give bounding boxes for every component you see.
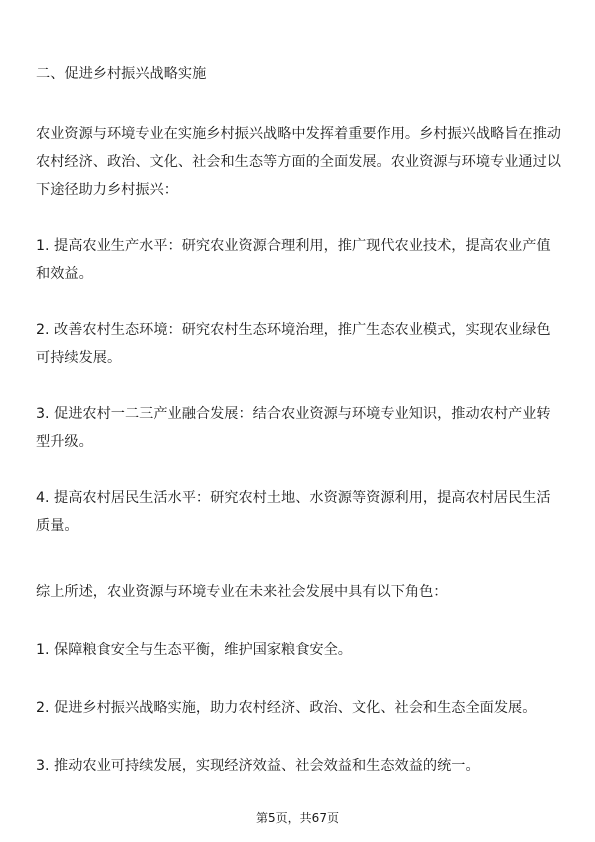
page-number: 第5页，共67页 (256, 811, 339, 825)
list-item: 2. 促进乡村振兴战略实施，助力农村经济、政治、文化、社会和生态全面发展。 (36, 700, 537, 716)
list-item: 1. 提高农业生产水平：研究农业资源合理利用，推广现代农业技术，提高农业产值和效益。 (36, 238, 551, 282)
list-item: 3. 推动农业可持续发展，实现经济效益、社会效益和生态效益的统一。 (36, 758, 480, 774)
list-item: 4. 提高农村居民生活水平：研究农村土地、水资源等资源利用，提高农村居民生活质量。 (36, 490, 551, 534)
section-heading: 二、促进乡村振兴战略实施 (36, 66, 207, 82)
list-item: 1. 保障粮食安全与生态平衡，维护国家粮食安全。 (36, 642, 352, 658)
summary-paragraph: 综上所述，农业资源与环境专业在未来社会发展中具有以下角色： (36, 584, 448, 600)
list-item: 3. 促进农村一二三产业融合发展：结合农业资源与环境专业知识，推动农村产业转型升级。 (36, 406, 551, 450)
intro-paragraph: 农业资源与环境专业在实施乡村振兴战略中发挥着重要作用。乡村振兴战略旨在推动农村经济、政治、文化、社会和生态等方面的全面发展。农业资源与环境专业通过以下途径助力乡村振兴： (36, 126, 561, 198)
list-item: 2. 改善农村生态环境：研究农村生态环境治理，推广生态农业模式，实现农业绿色可持续发展。 (36, 322, 551, 366)
